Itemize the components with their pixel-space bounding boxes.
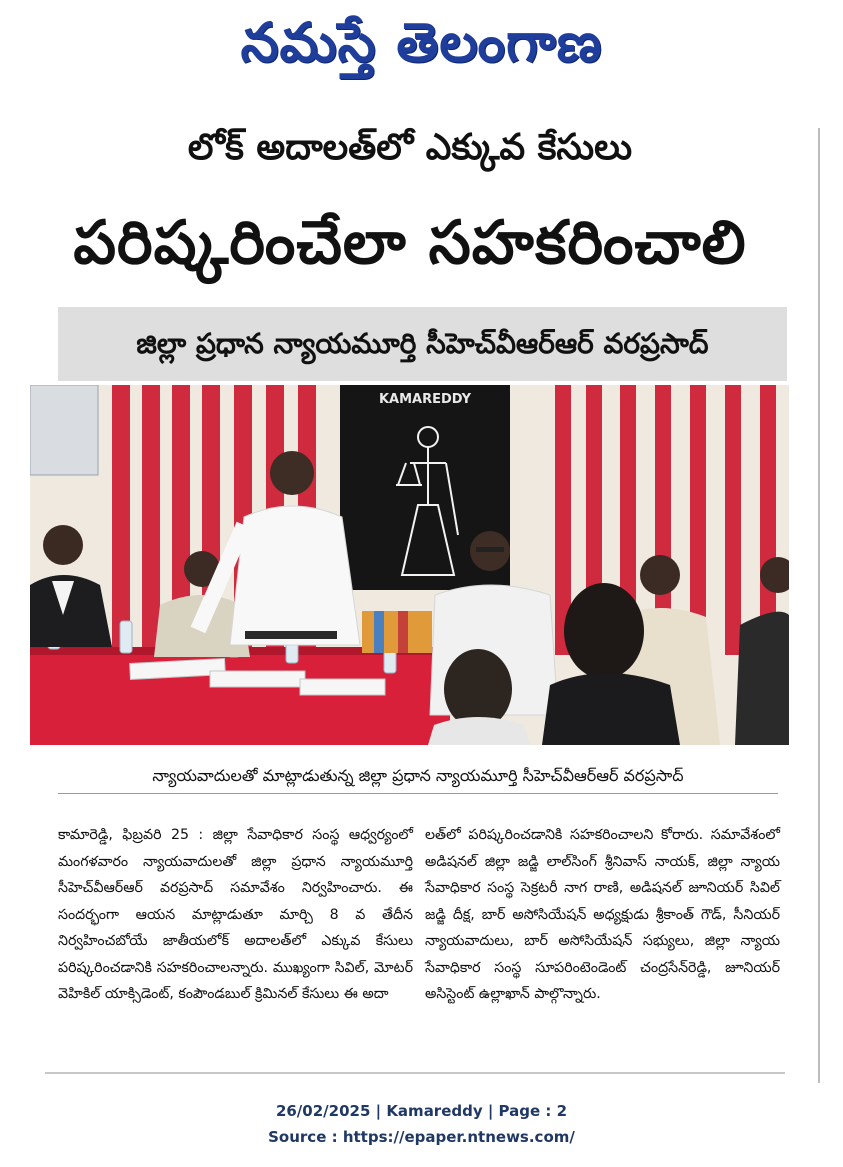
subheadline: జిల్లా ప్రధాన న్యాయమూర్తి సీహెచ్‌వీఆర్ఆర్ వరప్రసాద్	[58, 307, 787, 381]
headline-line-2: పరిష్కరించేలా సహకరించాలి	[73, 208, 747, 278]
newspaper-masthead: నమస్తే తెలంగాణ	[240, 11, 603, 74]
page-frame-right-rule	[818, 128, 820, 1083]
photo-sign-text: KAMAREDDY	[378, 392, 472, 407]
page-frame-bottom-rule	[45, 1072, 785, 1074]
footer-source-url[interactable]: https://epaper.ntnews.com/	[342, 1128, 575, 1146]
article-body-column-left: కామారెడ్డి, ఫిబ్రవరి 25 : జిల్లా సేవాధికార సంస్థ ఆధ్వర్యంలో మంగళవారం న్యాయవాదులతో జిల్లా ప్రధాన న్యాయమూర్తి సీహెచ్‌వీఆర్ఆర్ వరప్రసాద్ సమావేశం నిర్వహించారు. ఈ సందర్భంగా ఆయన మాట్లాడుతూ మార్చి 8 వ తేదీన నిర్వహించబోయే జాతీయలోక్ అదాలత్‌లో ఎక్కువ కేసులు పరిష్కరించడానికి సహకరించాలన్నారు. ముఖ్యంగా సివిల్, మోటర్ వెహికిల్ యాక్సిడెంట్, కంపౌండబుల్ క్రిమినల్ కేసులు ఈ అదా	[58, 827, 413, 1002]
article-body-column-right: లత్‌లో పరిష్కరించడానికి సహకరించాలని కోరారు. సమావేశంలో అడిషనల్ జిల్లా జడ్జి లాల్‌సింగ్ శ్రీనివాస్ నాయక్, జిల్లా న్యాయ సేవాధికార సంస్థ సెక్రటరీ నాగ రాణి, అడిషనల్ జూనియర్ సివిల్ జడ్జి దీక్ష, బార్ అసోసియేషన్ అధ్యక్షుడు శ్రీకాంత్ గౌడ్, సీనియర్ న్యాయవాదులు, బార్ అసోసియేషన్ సభ్యులు, జిల్లా న్యాయ సేవాధికార సంస్థ సూపరింటెండెంట్ చంద్రసేన్‌రెడ్డి, జూనియర్ అసిస్టెంట్ ఉల్లాఖాన్ పాల్గొన్నారు.	[425, 827, 780, 1002]
footer-source-label: Source :	[268, 1128, 343, 1146]
photo-caption: న్యాయవాదులతో మాట్లాడుతున్న జిల్లా ప్రధాన న్యాయమూర్తి సీహెచ్‌వీఆర్ఆర్ వరప్రసాద్	[58, 758, 778, 794]
headline-line-1: లోక్ అదాలత్‌లో ఎక్కువ కేసులు	[187, 127, 633, 168]
footer-source-line	[0, 1128, 843, 1146]
news-photo	[30, 385, 789, 745]
footer-date-line: 26/02/2025 | Kamareddy | Page : 2	[275, 1102, 568, 1120]
meeting-photo-illustration	[30, 385, 789, 745]
